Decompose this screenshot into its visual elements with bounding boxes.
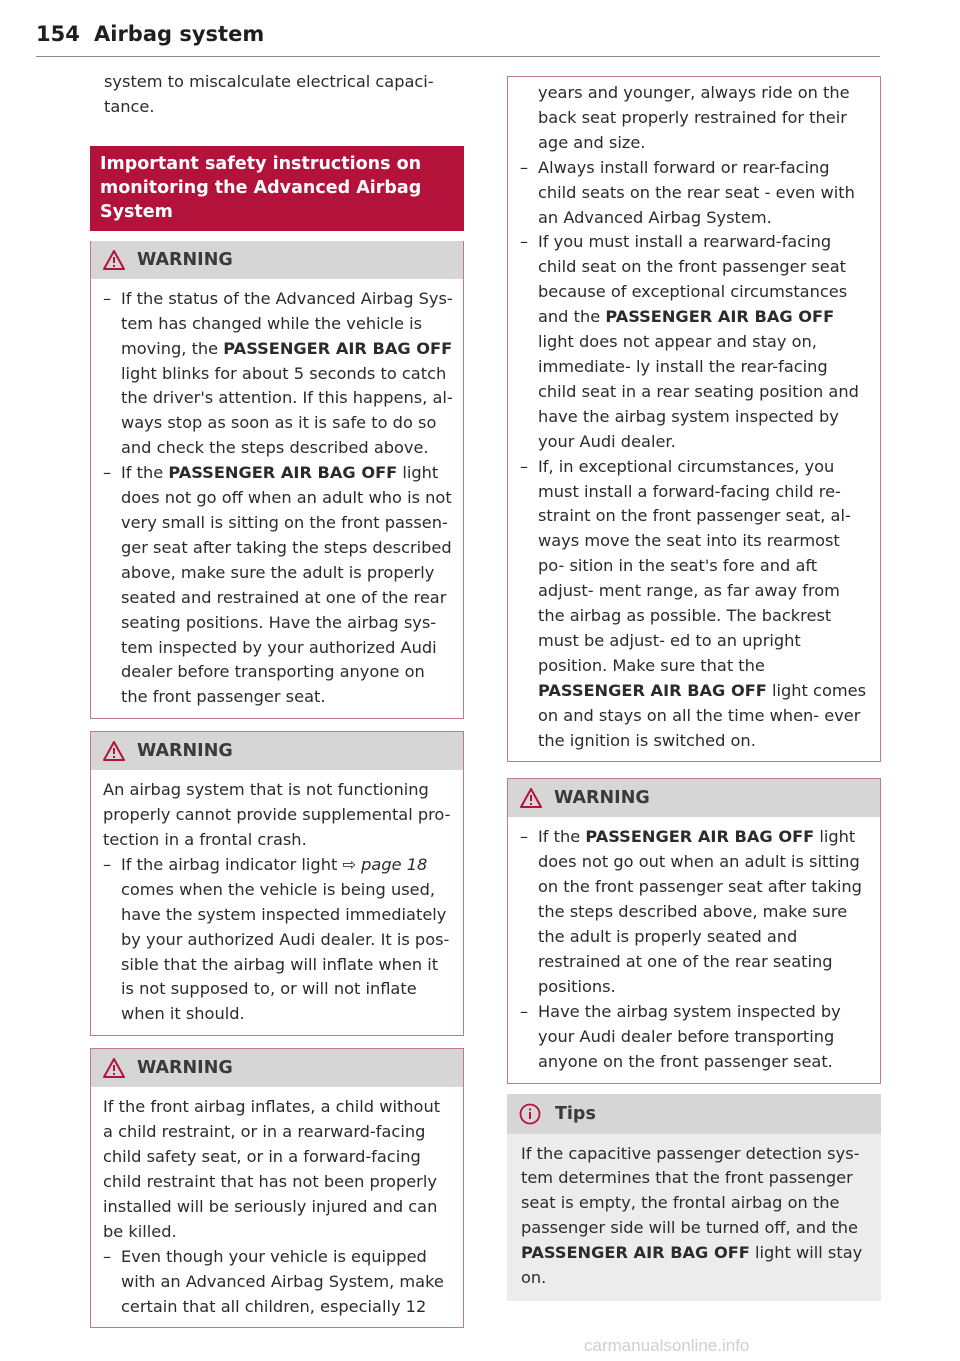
list-item <box>520 455 870 754</box>
continuation-lead: years and younger, always ride on the back seat properly restrained for their age and size. <box>538 83 850 152</box>
warning-header-2 <box>91 732 463 770</box>
warning-triangle-icon <box>103 1058 125 1078</box>
warning-triangle-icon <box>103 741 125 761</box>
continuation-body <box>508 77 880 761</box>
warning-body-4 <box>508 817 880 1082</box>
list-item <box>520 825 870 999</box>
page-header <box>36 18 880 57</box>
warning-header-3 <box>91 1049 463 1087</box>
continuation-list <box>520 156 870 754</box>
indicator-name: PASSENGER AIR BAG OFF <box>168 463 398 483</box>
warning-box-4 <box>507 778 881 1083</box>
warning-triangle-icon <box>103 250 125 270</box>
list-item <box>520 230 870 454</box>
indicator-name: PASSENGER AIR BAG OFF <box>521 1243 750 1263</box>
list-item <box>520 1000 870 1075</box>
list-item <box>103 287 453 461</box>
text: If the status of the Advanced Airbag Sys- tem has changed while the vehicle is moving, the <box>121 288 453 358</box>
text: light will stay on. <box>521 1243 863 1288</box>
text: light blinks for about 5 seconds to catch the driver's attention. If this happens, al- ways stop as soon as it is safe to do so and check the steps described above. <box>121 363 453 458</box>
warning-title-4: WARNING <box>554 788 650 809</box>
text: If, in exceptional circumstances, you must install a forward-facing child re- straint on the front passenger seat, al- ways move the seat into its rearmost po- sition in the seat's fore and aft adjust- ment range, as far away from the airbag as possible. The backrest must be adjust- ed to an upright position. Make sure that the <box>538 456 851 675</box>
list-item <box>520 156 870 231</box>
list-item: – Even though your vehicle is equipped with an Advanced Airbag System, make certain that all children, especially 12 <box>103 1245 453 1320</box>
indicator-name: PASSENGER AIR BAG OFF <box>605 307 835 327</box>
warning-title-1: WARNING <box>137 249 233 270</box>
tips-text <box>521 1142 867 1291</box>
warning-box-1 <box>90 241 464 719</box>
warning-text-2: An airbag system that is not functioning properly cannot provide supplemental pro- tection in a frontal crash. <box>103 780 451 850</box>
list-item <box>103 853 453 1027</box>
indicator-name: PASSENGER AIR BAG OFF <box>585 827 815 847</box>
text: If the <box>538 827 586 847</box>
warning-list-3 <box>103 1245 453 1320</box>
warning-continuation-box <box>507 76 881 762</box>
info-icon <box>519 1103 541 1125</box>
watermark-text: carmanualsonline.info <box>584 1336 750 1355</box>
text: light does not go out when an adult is sitting on the front passenger seat after taking the steps described above, make sure the adult is properly seated and restrained at one of the rear seating positions. <box>538 827 862 996</box>
text: comes when the vehicle is being used, have the system inspected immediately by your authorized Audi dealer. It is pos- sible that the airbag will inflate when it is not supposed to, or will not inflate when it should. <box>121 879 450 1024</box>
text: If you must install a rearward-facing child seat on the front passenger seat because of exceptional circumstances and the <box>538 232 848 327</box>
section-title: Airbag system <box>94 22 265 46</box>
tips-header <box>507 1094 881 1134</box>
warning-list-2 <box>103 853 453 1027</box>
text: If the <box>121 463 169 483</box>
section-heading: Important safety instructions on monitoring the Advanced Airbag System <box>90 146 464 231</box>
warning-box-3 <box>90 1048 464 1328</box>
warning-list-1 <box>103 287 453 710</box>
warning-body-3 <box>91 1087 463 1327</box>
tips-box <box>507 1094 881 1301</box>
text: Always install forward or rear-facing child seats on the rear seat - even with an Advanced Airbag System. <box>538 157 855 227</box>
text: light comes on and stays on all the time when- ever the ignition is switched on. <box>538 680 867 750</box>
intro-text: system to miscalculate electrical capaci- tance. <box>104 72 434 116</box>
text: If the airbag indicator light <box>121 854 343 874</box>
text: light does not go off when an adult who is not very small is sitting on the front passen- ger seat after taking the steps described above, make sure the adult is properly seated and restrained at one of the rear seating positions. Have the airbag sys- tem inspected by your authorized Audi dealer before transporting anyone on the front passenger seat. <box>121 463 452 707</box>
indicator-name: PASSENGER AIR BAG OFF <box>538 680 767 700</box>
page-reference-link[interactable]: ⇨ page 18 <box>342 854 428 874</box>
warning-header-1 <box>91 241 463 279</box>
indicator-name: PASSENGER AIR BAG OFF <box>223 338 453 358</box>
warning-text-3: If the front airbag inflates, a child without a child restraint, or in a rearward-facing child safety seat, or in a forward-facing child restraint that has not been properly installed will be seriously injured and can be killed. <box>103 1097 441 1241</box>
page-number: 154 <box>36 22 80 46</box>
warning-list-4 <box>520 825 870 1074</box>
text: Have the airbag system inspected by your Audi dealer before transporting anyone on the front passenger seat. <box>538 1001 841 1071</box>
tips-title: Tips <box>555 1103 596 1124</box>
warning-triangle-icon <box>520 788 542 808</box>
right-column <box>507 76 881 1301</box>
warning-body-1 <box>91 279 463 718</box>
list-item <box>103 461 453 710</box>
warning-title-3: WARNING <box>137 1058 233 1079</box>
warning-header-4 <box>508 779 880 817</box>
left-column <box>90 70 464 1328</box>
warning-box-2 <box>90 731 464 1036</box>
warning-body-2 <box>91 770 463 1035</box>
text: If the capacitive passenger detection sys- tem determines that the front passenger seat is empty, the frontal airbag on the passenger side will be turned off, and the <box>521 1143 860 1238</box>
warning-title-2: WARNING <box>137 741 233 762</box>
text: light does not appear and stay on, immediate- ly install the rear-facing child seat in a rear seating position and have the airbag system inspected by your Audi dealer. <box>538 332 859 451</box>
tips-body <box>507 1134 881 1301</box>
